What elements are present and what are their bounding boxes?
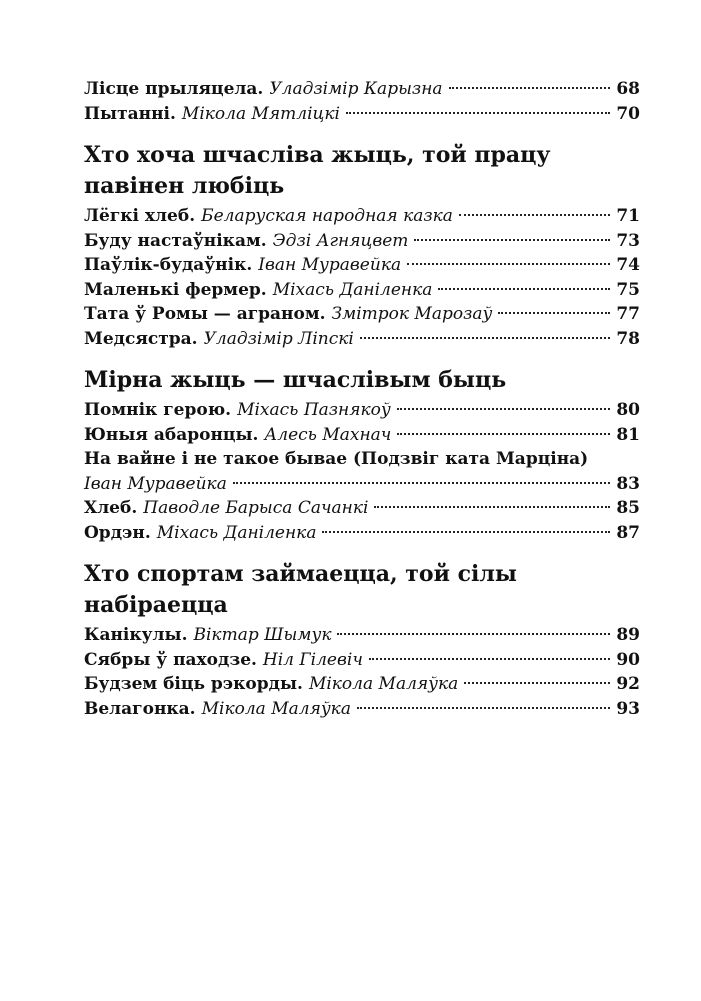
dot-leader <box>346 112 610 114</box>
entry-page: 80 <box>616 400 640 420</box>
toc-entry <box>84 253 640 278</box>
dot-leader <box>464 682 610 684</box>
dot-leader <box>369 658 610 660</box>
entry-author: Беларуская народная казка <box>201 206 453 226</box>
entry-author: Мікола Мятліцкі <box>181 103 340 124</box>
toc-entry <box>84 278 640 303</box>
entry-title: Пытанні. <box>84 103 176 124</box>
section-heading-line: Хто хоча шчасліва жыць, той працу <box>84 142 551 168</box>
entry-title: Маленькі фермер. <box>84 279 267 300</box>
toc-entry <box>84 204 640 229</box>
entry-title: Будзем біць рэкорды. <box>84 674 303 694</box>
entry-author: Уладзімір Ліпскі <box>203 328 354 349</box>
entry-title: Велагонка. <box>84 698 196 719</box>
dot-leader <box>397 408 611 410</box>
entry-title: Юныя абаронцы. <box>84 424 259 445</box>
toc-entry <box>84 302 640 327</box>
toc-entry <box>84 102 640 127</box>
entry-author: Ніл Гілевіч <box>262 649 363 670</box>
toc-entry <box>84 398 640 423</box>
entry-title: Сябры ў паходзе. <box>84 649 257 670</box>
toc-entry <box>84 648 640 673</box>
entry-author: Іван Мурaвейка <box>258 255 402 275</box>
entry-author: Іван Мурaвейка <box>84 473 227 494</box>
entry-page: 89 <box>616 625 640 645</box>
entry-page: 73 <box>616 230 640 251</box>
dot-leader <box>414 239 610 241</box>
entry-page: 68 <box>616 79 640 99</box>
table-of-contents <box>84 77 640 721</box>
dot-leader <box>233 482 611 484</box>
entry-page: 85 <box>616 498 640 518</box>
entry-page: 87 <box>616 522 640 543</box>
entry-page: 92 <box>616 674 640 694</box>
section-heading <box>84 365 640 396</box>
entry-title: Тата ў Ромы — аграном. <box>84 304 326 324</box>
toc-entry <box>84 521 640 546</box>
toc-entry <box>84 697 640 722</box>
dot-leader <box>449 87 611 89</box>
dot-leader <box>322 531 610 533</box>
entry-author: Змітрок Марозаў <box>331 304 493 324</box>
entry-author: Алесь Махнач <box>264 424 392 445</box>
entry-page: 74 <box>616 255 640 275</box>
entry-page: 75 <box>616 279 640 300</box>
toc-entry <box>84 672 640 697</box>
entry-title: Ордэн. <box>84 522 151 543</box>
section-heading <box>84 559 640 621</box>
toc-entry <box>84 229 640 254</box>
entry-author: Уладзімір Карызна <box>269 79 443 99</box>
entry-title: Хлеб. <box>84 498 138 518</box>
dot-leader <box>337 633 610 635</box>
dot-leader <box>459 214 610 216</box>
dot-leader <box>374 506 610 508</box>
dot-leader <box>360 337 611 339</box>
dot-leader <box>498 312 610 314</box>
toc-entry <box>84 77 640 102</box>
entry-author: Мікола Маляўка <box>308 674 459 694</box>
entry-page: 70 <box>616 103 640 124</box>
section-heading-line: Хто спортам займаецца, той сілы <box>84 561 517 587</box>
entry-title: Буду настаўнікам. <box>84 230 267 251</box>
entry-title: Канікулы. <box>84 625 188 645</box>
entry-title: Лёгкі хлеб. <box>84 206 196 226</box>
dot-leader <box>357 707 610 709</box>
entry-author: Віктар Шымук <box>193 625 332 645</box>
toc-entry <box>84 423 640 448</box>
toc-entry <box>84 472 640 497</box>
entry-title: Паўлік-будаўнік. <box>84 255 253 275</box>
entry-author: Паводле Барыса Сачанкі <box>143 498 369 518</box>
entry-title-long: На вайне і не такое бывае (Подзвіг ката Марціна) <box>84 449 589 469</box>
section-heading-line: павінен любіць <box>84 173 285 199</box>
section-heading-line: набіраецца <box>84 592 228 618</box>
toc-entry <box>84 496 640 521</box>
entry-page: 78 <box>616 328 640 349</box>
entry-author: Мікола Маляўка <box>201 698 351 719</box>
entry-title: Медсястра. <box>84 328 198 349</box>
entry-page: 71 <box>616 206 640 226</box>
dot-leader <box>407 263 610 265</box>
dot-leader <box>397 433 610 435</box>
entry-author: Міхась Даніленка <box>272 279 433 300</box>
entry-author: Эдзі Агняцвет <box>272 230 409 251</box>
toc-entry <box>84 623 640 648</box>
entry-title: Лісце пpыляцела. <box>84 79 264 99</box>
entry-title: Помнік герою. <box>84 400 232 420</box>
entry-page: 93 <box>616 698 640 719</box>
entry-author: Міхась Пазнякоў <box>237 400 391 420</box>
entry-author: Міхась Даніленка <box>156 522 317 543</box>
section-heading-line: Мірна жыць — шчаслівым быць <box>84 367 507 393</box>
dot-leader <box>438 288 610 290</box>
entry-page: 77 <box>616 304 640 324</box>
entry-page: 90 <box>616 649 640 670</box>
entry-page: 81 <box>616 424 640 445</box>
toc-entry <box>84 327 640 352</box>
section-heading <box>84 140 640 202</box>
entry-page: 83 <box>616 473 640 494</box>
